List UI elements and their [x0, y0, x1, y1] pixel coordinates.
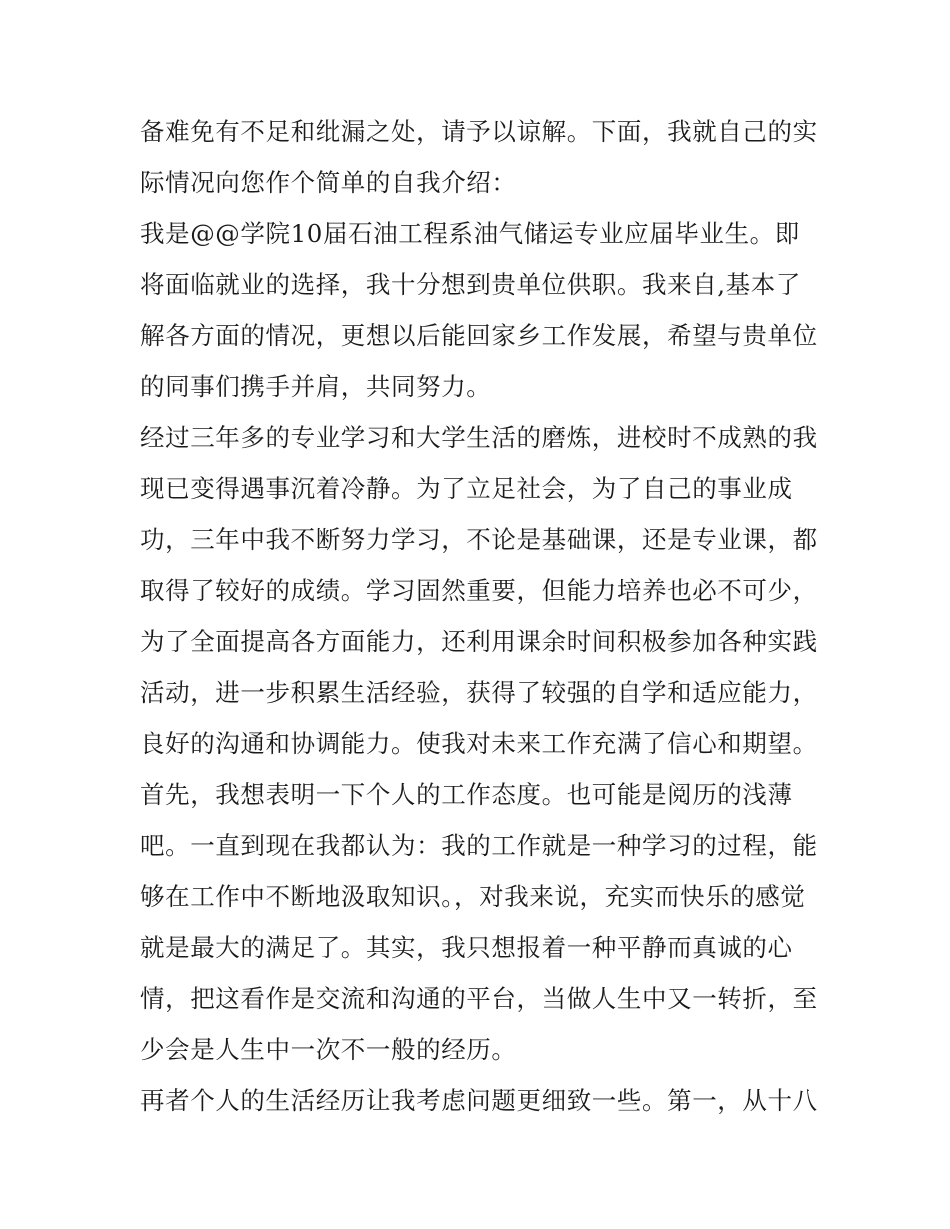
text-line: 首先，我想表明一下个人的工作态度。也可能是阅历的浅薄	[140, 780, 793, 809]
text-line: 现已变得遇事沉着冷静。为了立足社会，为了自己的事业成	[140, 474, 793, 503]
text-line: 取得了较好的成绩。学习固然重要，但能力培养也必不可少，	[140, 576, 818, 605]
text-line: 解各方面的情况，更想以后能回家乡工作发展，希望与贵单位	[140, 321, 818, 350]
text-line: 再者个人的生活经历让我考虑问题更细致一些。第一，从十八	[140, 1086, 818, 1115]
text-line: 少会是人生中一次不一般的经历。	[140, 1035, 517, 1064]
text-line: 经过三年多的专业学习和大学生活的磨炼，进校时不成熟的我	[140, 423, 818, 452]
text-line: 情，把这看作是交流和沟通的平台，当做人生中又一转折，至	[140, 984, 818, 1013]
text-line: 良好的沟通和协调能力。使我对未来工作充满了信心和期望。	[140, 729, 818, 758]
text-line: 功，三年中我不断努力学习，不论是基础课，还是专业课，都	[140, 525, 818, 554]
text-line: 活动，进一步积累生活经验，获得了较强的自学和适应能力，	[140, 678, 818, 707]
text-line: 就是最大的满足了。其实，我只想报着一种平静而真诚的心	[140, 933, 793, 962]
text-line: 备难免有不足和纰漏之处，请予以谅解。下面，我就自己的实	[140, 117, 818, 146]
text-line: 吧。一直到现在我都认为：我的工作就是一种学习的过程，能	[140, 831, 818, 860]
text-line: 为了全面提高各方面能力，还利用课余时间积极参加各种实践	[140, 627, 818, 656]
text-line: 够在工作中不断地汲取知识。，对我来说，充实而快乐的感觉	[140, 882, 806, 911]
text-line: 际情况向您作个简单的自我介绍：	[140, 168, 517, 197]
text-line: 我是@@学院10届石油工程系油气储运专业应届毕业生。即	[140, 219, 800, 248]
text-line: 的同事们携手并肩，共同努力。	[140, 372, 492, 401]
text-line: 将面临就业的选择，我十分想到贵单位供职。我来自,基本了	[140, 270, 801, 299]
document-body	[140, 106, 816, 1126]
